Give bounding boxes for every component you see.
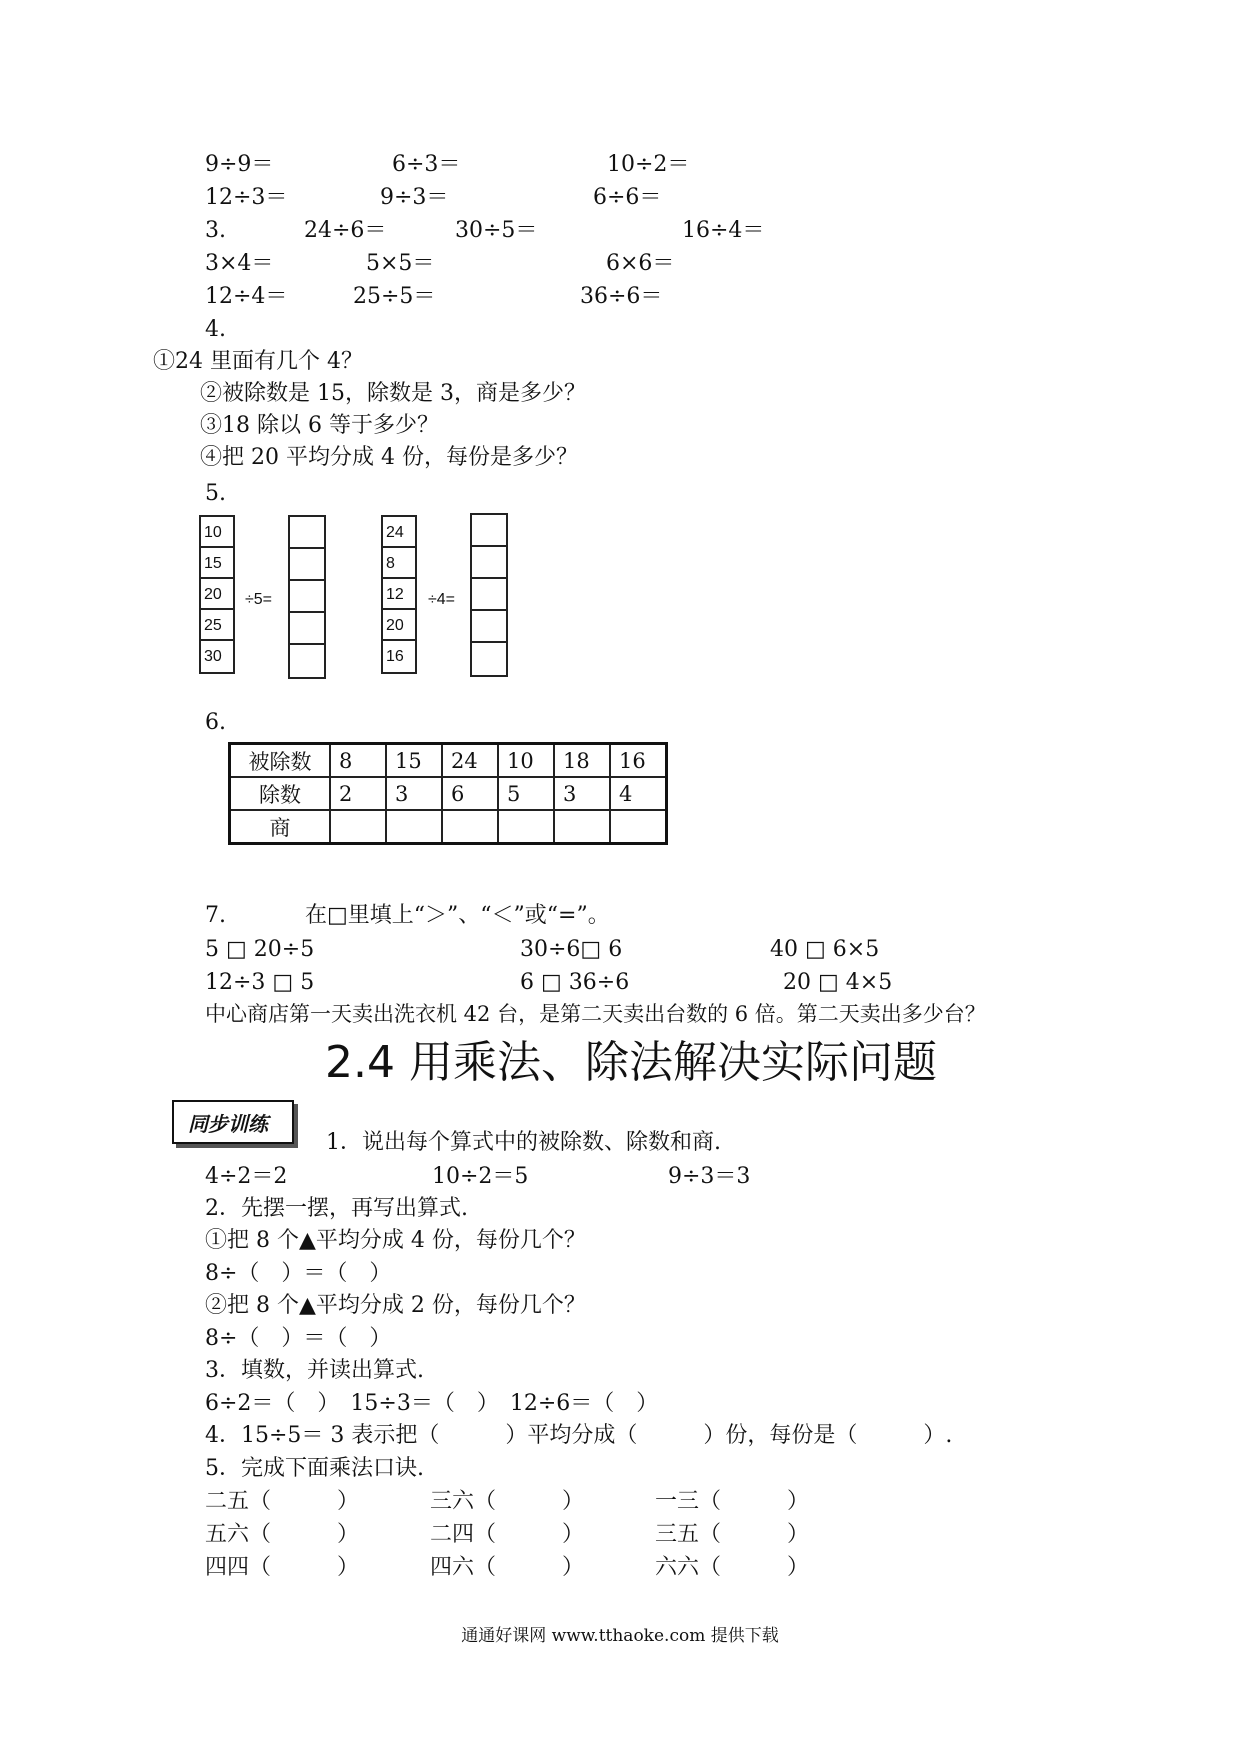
s5-r2-c3: 三五（ ） (655, 1522, 810, 1547)
table-row (230, 777, 667, 810)
q6-answer-cell[interactable] (442, 810, 498, 844)
q5-left-number-column (199, 515, 235, 674)
q7-number: 7. (205, 903, 226, 928)
q6-cell: 10 (498, 744, 554, 778)
q2-r1-c3: 10÷2＝ (607, 152, 690, 177)
s5-r3-c2: 四六（ ） (430, 1555, 585, 1580)
s3-title: 3．填数，并读出算式. (205, 1358, 424, 1383)
s2-title: 2．先摆一摆，再写出算式. (205, 1196, 468, 1221)
q7-r2-c2: 6 □ 36÷6 (520, 970, 630, 995)
table-row (230, 810, 667, 844)
q7-r2-c3: 20 □ 4×5 (783, 970, 893, 995)
q5-number: 5. (205, 481, 226, 506)
q7-r2-c1: 12÷3 □ 5 (205, 970, 315, 995)
q5-left-cell: 15 (201, 548, 233, 579)
q5-left-answer-column (288, 515, 326, 679)
q5-right-cell: 24 (383, 517, 415, 548)
q2-r1-c2: 6÷3＝ (392, 152, 461, 177)
q6-cell: 24 (442, 744, 498, 778)
q5-left-cell: 30 (204, 648, 222, 665)
q3-r3-c1: 12÷4＝ (205, 284, 288, 309)
s5-r3-c1: 四四（ ） (205, 1555, 360, 1580)
s2-item-4: 8÷（ ）＝（ ） (205, 1326, 392, 1351)
q5-answer-box[interactable] (290, 549, 324, 581)
q2-r2-c1: 12÷3＝ (205, 185, 288, 210)
s5-title: 5．完成下面乘法口诀. (205, 1456, 424, 1481)
q5-right-cell: 12 (383, 579, 415, 610)
q5-answer-box[interactable] (472, 547, 506, 579)
q6-row-label: 被除数 (230, 744, 331, 778)
q3-r2-c3: 6×6＝ (606, 251, 675, 276)
word-problem: 中心商店第一天卖出洗衣机 42 台，是第二天卖出台数的 6 倍。第二天卖出多少台？ (205, 1002, 986, 1026)
q3-r3-c2: 25÷5＝ (353, 284, 436, 309)
q3-r2-c1: 3×4＝ (205, 251, 274, 276)
s5-r1-c1: 二五（ ） (205, 1489, 360, 1514)
q6-cell: 16 (610, 744, 667, 778)
q6-cell: 18 (554, 744, 610, 778)
q5-answer-box[interactable] (472, 579, 506, 611)
s1-item-2: 10÷2＝5 (432, 1164, 529, 1189)
q4-item-3: ③18 除以 6 等于多少？ (200, 413, 439, 438)
s5-r1-c2: 三六（ ） (430, 1489, 585, 1514)
q5-right-cell: 8 (383, 548, 415, 579)
q2-r2-c2: 9÷3＝ (380, 185, 449, 210)
q3-r1-c2: 30÷5＝ (455, 218, 538, 243)
q7-instruction: 在□里填上“＞”、“＜”或“=”。 (305, 903, 610, 928)
s1-item-1: 4÷2＝2 (205, 1164, 288, 1189)
q5-right-cell: 20 (383, 610, 415, 641)
q3-r3-c3: 36÷6＝ (580, 284, 663, 309)
s1-title: 1．说出每个算式中的被除数、除数和商. (326, 1130, 721, 1155)
q3-r2-c2: 5×5＝ (366, 251, 435, 276)
q6-row-label: 商 (230, 810, 331, 844)
q5-answer-box[interactable] (290, 645, 324, 677)
q3-number: 3. (205, 218, 226, 243)
q3-r1-c1: 24÷6＝ (304, 218, 387, 243)
s1-item-3: 9÷3＝3 (668, 1164, 751, 1189)
q6-cell: 8 (330, 744, 386, 778)
q6-cell: 2 (330, 777, 386, 810)
s2-item-3: ②把 8 个▲平均分成 2 份，每份几个？ (205, 1293, 586, 1318)
q5-right-answer-column (470, 513, 508, 677)
q5-right-cell: 16 (386, 648, 404, 665)
q2-r2-c3: 6÷6＝ (593, 185, 662, 210)
s2-item-1: ①把 8 个▲平均分成 4 份，每份几个？ (205, 1228, 586, 1253)
q7-r1-c3: 40 □ 6×5 (770, 937, 880, 962)
q6-answer-cell[interactable] (498, 810, 554, 844)
s4-line: 4．15÷5＝ 3 表示把（ ）平均分成（ ）份，每份是（ ）. (205, 1423, 953, 1448)
q4-item-2: ②被除数是 15，除数是 3，商是多少？ (200, 381, 586, 406)
q4-item-4: ④把 20 平均分成 4 份，每份是多少？ (200, 445, 578, 470)
q6-cell: 3 (554, 777, 610, 810)
q6-cell: 6 (442, 777, 498, 810)
q2-r1-c1: 9÷9＝ (205, 152, 274, 177)
q5-answer-box[interactable] (472, 611, 506, 643)
q3-r1-c3: 16÷4＝ (682, 218, 765, 243)
q5-left-cell: 20 (201, 579, 233, 610)
q7-r1-c2: 30÷6□ 6 (520, 937, 623, 962)
q5-left-cell: 10 (201, 517, 233, 548)
s3-line: 6÷2＝（ ） 15÷3＝（ ） 12÷6＝（ ） (205, 1391, 659, 1416)
q5-left-operator: ÷5= (245, 591, 273, 608)
s2-item-2: 8÷（ ）＝（ ） (205, 1261, 392, 1286)
s5-r3-c3: 六六（ ） (655, 1555, 810, 1580)
s5-r2-c2: 二四（ ） (430, 1522, 585, 1547)
q7-r1-c1: 5 □ 20÷5 (205, 937, 315, 962)
q6-number: 6. (205, 710, 226, 735)
q6-cell: 4 (610, 777, 667, 810)
q5-right-number-column (381, 515, 417, 674)
s5-r2-c1: 五六（ ） (205, 1522, 360, 1547)
q5-answer-box[interactable] (472, 515, 506, 547)
table-row (230, 744, 667, 778)
footer-source: 通通好课网 www.tthaoke.com 提供下载 (461, 1626, 779, 1646)
q5-answer-box[interactable] (290, 517, 324, 549)
q5-right-operator: ÷4= (428, 591, 456, 608)
section-title: 2.4 用乘法、除法解决实际问题 (325, 1037, 937, 1088)
s5-r1-c3: 一三（ ） (655, 1489, 810, 1514)
q6-answer-cell[interactable] (386, 810, 442, 844)
q6-division-table (228, 742, 668, 845)
q6-cell: 3 (386, 777, 442, 810)
q6-cell: 15 (386, 744, 442, 778)
q5-answer-box[interactable] (290, 581, 324, 613)
q6-cell: 5 (498, 777, 554, 810)
q5-answer-box[interactable] (290, 613, 324, 645)
q5-answer-box[interactable] (472, 643, 506, 675)
sync-training-label: 同步训练 (172, 1100, 294, 1144)
q6-answer-cell[interactable] (554, 810, 610, 844)
q5-left-cell: 25 (201, 610, 233, 641)
q6-answer-cell[interactable] (610, 810, 667, 844)
q4-item-1: ①24 里面有几个 4？ (153, 349, 363, 374)
q6-row-label: 除数 (230, 777, 331, 810)
q6-answer-cell[interactable] (330, 810, 386, 844)
q4-number: 4. (205, 317, 226, 342)
